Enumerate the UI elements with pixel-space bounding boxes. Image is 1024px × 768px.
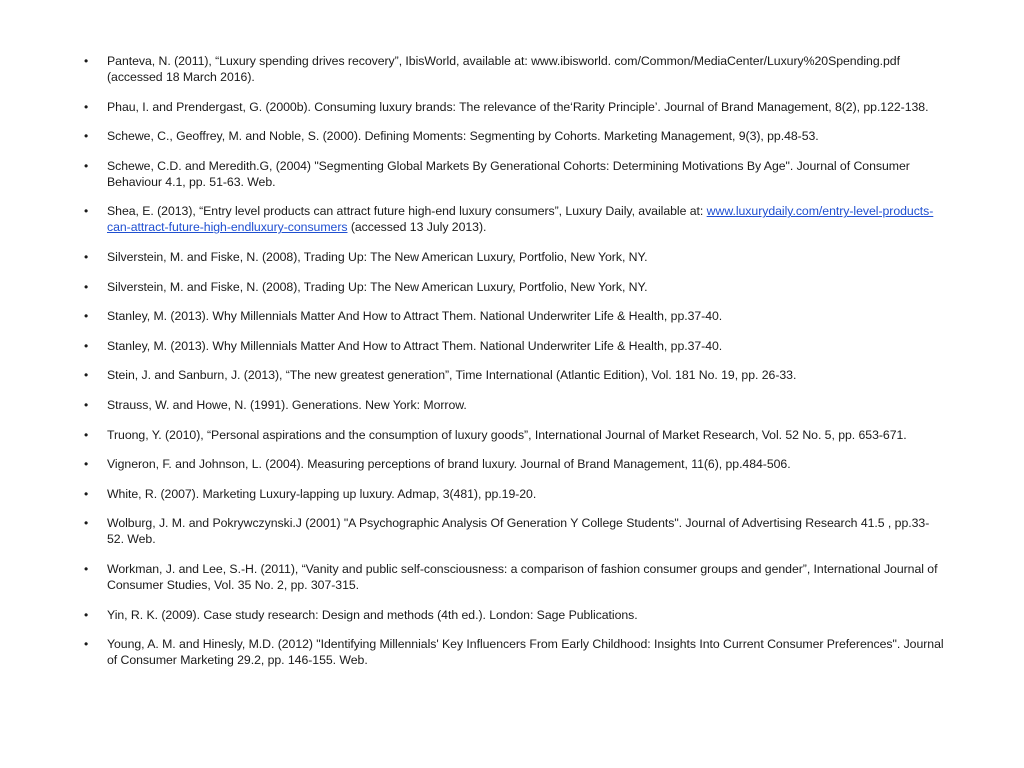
- reference-text: Schewe, C., Geoffrey, M. and Noble, S. (2000). Defining Moments: Segmenting by Cohorts. Marketing Management, 9(3), pp.48-53.: [107, 129, 819, 144]
- reference-text: Vigneron, F. and Johnson, L. (2004). Measuring perceptions of brand luxury. Journal of Brand Management, 11(6), pp.484-506.: [107, 457, 791, 472]
- reference-list: [84, 53, 944, 682]
- bullet-icon: •: [84, 637, 89, 652]
- reference-item: [84, 456, 944, 472]
- reference-text: Young, A. M. and Hinesly, M.D. (2012) "Identifying Millennials' Key Influencers From Early Childhood: Insights Into Current Consumer Preferences". Journal of Consumer Marketing 29.2, pp. 146-155. Web.: [107, 637, 944, 668]
- reference-item: [84, 158, 944, 190]
- reference-text: Shea, E. (2013), “Entry level products can attract future high-end luxury consumers”, Luxury Daily, available at:: [107, 204, 707, 219]
- bullet-icon: •: [84, 516, 89, 531]
- reference-item: [84, 561, 944, 593]
- bullet-icon: •: [84, 486, 89, 501]
- bullet-icon: •: [84, 129, 89, 144]
- bullet-icon: •: [84, 279, 89, 294]
- bullet-icon: •: [84, 427, 89, 442]
- bullet-icon: •: [84, 204, 89, 219]
- bullet-icon: •: [84, 338, 89, 353]
- reference-item: [84, 99, 944, 115]
- bullet-icon: •: [84, 561, 89, 576]
- reference-item: [84, 486, 944, 502]
- bullet-icon: •: [84, 54, 89, 68]
- reference-text: Stanley, M. (2013). Why Millennials Matter And How to Attract Them. National Underwriter Life & Health, pp.37-40.: [107, 309, 723, 324]
- reference-item: [84, 397, 944, 413]
- reference-item: [84, 607, 944, 623]
- reference-item: [84, 636, 944, 668]
- reference-text: White, R. (2007). Marketing Luxury-lapping up luxury. Admap, 3(481), pp.19-20.: [107, 486, 537, 501]
- reference-text: Stein, J. and Sanburn, J. (2013), “The new greatest generation”, Time International (Atlantic Edition), Vol. 181 No. 19, pp. 26-33.: [107, 368, 797, 383]
- reference-item: [84, 427, 944, 443]
- bullet-icon: •: [84, 249, 89, 264]
- bullet-icon: •: [84, 99, 89, 114]
- reference-text: (accessed 13 July 2013).: [347, 220, 487, 235]
- reference-link[interactable]: www.luxurydaily.com/entry-level-products-can-attract-future-high-endluxury-consumers: [107, 204, 934, 235]
- bullet-icon: •: [84, 158, 89, 173]
- reference-text: Schewe, C.D. and Meredith.G, (2004) "Segmenting Global Markets By Generational Cohorts: Determining Motivations By Age". Journal of Consumer Behaviour 4.1, pp. 51-63. Web.: [107, 158, 910, 189]
- reference-item: [84, 515, 944, 547]
- bullet-icon: •: [84, 397, 89, 412]
- reference-item: [84, 338, 944, 354]
- reference-item: [84, 249, 944, 265]
- reference-text: Phau, I. and Prendergast, G. (2000b). Consuming luxury brands: The relevance of the‘Rarity Principle’. Journal of Brand Management, 8(2), pp.122-138.: [107, 99, 929, 114]
- reference-text: Strauss, W. and Howe, N. (1991). Generations. New York: Morrow.: [107, 397, 467, 412]
- reference-item: [84, 367, 944, 383]
- reference-text: Truong, Y. (2010), “Personal aspirations and the consumption of luxury goods”, International Journal of Market Research, Vol. 52 No. 5, pp. 653-671.: [107, 427, 907, 442]
- reference-text: Silverstein, M. and Fiske, N. (2008), Trading Up: The New American Luxury, Portfolio, New York, NY.: [107, 249, 648, 264]
- reference-text: Workman, J. and Lee, S.-H. (2011), “Vanity and public self-consciousness: a comparison of fashion consumer groups and gender”, International Journal of Consumer Studies, Vol. 35 No. 2, pp. 307-315.: [107, 561, 938, 592]
- reference-text: Silverstein, M. and Fiske, N. (2008), Trading Up: The New American Luxury, Portfolio, New York, NY.: [107, 279, 648, 294]
- bullet-icon: •: [84, 457, 89, 472]
- reference-text: Panteva, N. (2011), “Luxury spending drives recovery”, IbisWorld, available at: www.ibisworld. com/Common/MediaCenter/Luxury%20Spending.pdf (accessed 18 March 2016).: [107, 54, 900, 84]
- bullet-icon: •: [84, 368, 89, 383]
- reference-text: Stanley, M. (2013). Why Millennials Matter And How to Attract Them. National Underwriter Life & Health, pp.37-40.: [107, 338, 723, 353]
- reference-item: [84, 308, 944, 324]
- bullet-icon: •: [84, 607, 89, 622]
- reference-item: [84, 279, 944, 295]
- reference-text: Yin, R. K. (2009). Case study research: Design and methods (4th ed.). London: Sage Publications.: [107, 607, 638, 622]
- reference-item: [84, 128, 944, 144]
- reference-item: [84, 203, 944, 235]
- reference-item: [84, 53, 944, 85]
- reference-text: Wolburg, J. M. and Pokrywczynski.J (2001) "A Psychographic Analysis Of Generation Y College Students". Journal of Advertising Research 41.5 , pp.33-52. Web.: [107, 516, 930, 547]
- bullet-icon: •: [84, 309, 89, 324]
